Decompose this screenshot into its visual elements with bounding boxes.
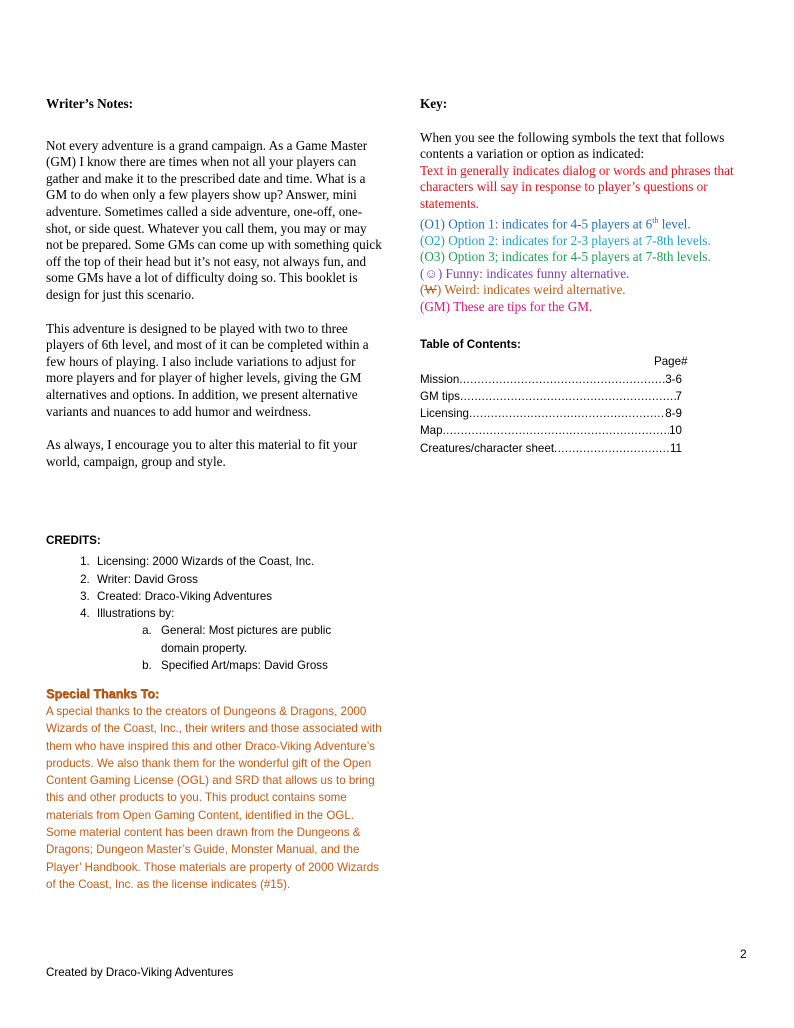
toc-entry-pages: 10 <box>669 424 682 438</box>
toc-entry[interactable] <box>420 440 682 457</box>
toc-entry-title: Map <box>420 424 443 438</box>
writers-notes-heading: Writer’s Notes: <box>46 96 134 111</box>
toc-entry-title: Mission <box>420 372 460 386</box>
writers-notes-paragraph-3: As always, I encourage you to alter this material to fit your world, campaign, group and style. <box>46 437 358 469</box>
key-dialog-text: Text in generally indicates dialog or words and phrases that characters will say in response to player’s questions or statements. <box>420 162 734 211</box>
toc-entry-title: Creatures/character sheet <box>420 441 555 455</box>
weird-symbol: W <box>424 282 437 298</box>
key-heading: Key: <box>420 96 448 111</box>
page-number: 2 <box>740 947 747 961</box>
toc-entry[interactable] <box>420 371 682 388</box>
key-funny: (☺) Funny: indicates funny alternative. <box>420 265 630 281</box>
toc-leader <box>469 405 665 422</box>
special-thanks-heading: Special Thanks To: <box>46 687 159 701</box>
key-option-1-sup: th <box>652 215 659 225</box>
table-of-contents <box>420 336 700 457</box>
credits-sub-list <box>97 622 382 674</box>
toc-entry[interactable] <box>420 422 682 439</box>
toc-entry-title: GM tips <box>420 389 460 403</box>
credits-section <box>46 532 382 674</box>
toc-entry-title: Licensing <box>420 407 469 421</box>
key-weird: (W) Weird: indicates weird alternative. <box>420 282 626 298</box>
toc-entry[interactable] <box>420 405 682 422</box>
toc-entry-pages: 7 <box>675 389 682 403</box>
footer-created-by: Created by Draco-Viking Adventures <box>46 966 234 979</box>
toc-leader <box>443 422 670 439</box>
credits-item: 1. Licensing: 2000 Wizards of the Coast, Inc. <box>93 553 382 570</box>
key-option-3: (O3) Option 3; indicates for 4-5 players at 7-8th levels. <box>420 249 711 265</box>
toc-entry-pages: 8-9 <box>665 407 682 421</box>
key-option-1-tail: level. <box>658 215 691 231</box>
key-section <box>420 96 760 316</box>
writers-notes-paragraph-1: Not every adventure is a grand campaign. As a Game Master (GM) I know there are times when not all your players can gather and make it to the prescribed date and time. What is a GM to do when only a few players show up? Answer, mini adventure. Sometimes called a side adventure, one-off, one-shot, or side quest. Whatever you call them, you may or may not be prepared. Some GMs can come up with something quick off the top of their head but it’s not easy, not always fun, and some GMs have a lot of difficulty doing so. This booklet is design for just this scenario. <box>46 137 382 302</box>
special-thanks-section <box>46 687 386 893</box>
key-option-1 <box>420 213 760 233</box>
credits-sub-item: a. General: Most pictures are public domain property. <box>155 622 371 657</box>
toc-leader <box>460 388 676 405</box>
key-option-2: (O2) Option 2: indicates for 2-3 players at 7-8th levels. <box>420 232 711 248</box>
key-gm: (GM) These are tips for the GM. <box>420 298 593 314</box>
key-weird-text: ) Weird: indicates weird alternative. <box>436 282 626 298</box>
credits-heading: CREDITS: <box>46 534 101 547</box>
credits-item <box>93 605 382 674</box>
credits-item-label: Illustrations by: <box>97 607 175 621</box>
toc-entry-pages: 3-6 <box>665 372 682 386</box>
credits-item: 3. Created: Draco-Viking Adventures <box>93 588 382 605</box>
credits-list <box>46 553 382 674</box>
toc-page-header: Page# <box>654 355 688 369</box>
key-option-1-text: (O1) Option 1: indicates for 4-5 players at 6 <box>420 215 653 231</box>
credits-item: 2. Writer: David Gross <box>93 571 382 588</box>
toc-leader <box>554 440 670 457</box>
key-intro: When you see the following symbols the text that follows contents a variation or option as indicated: <box>420 129 725 162</box>
toc-entry-pages: 11 <box>669 441 682 455</box>
special-thanks-body: A special thanks to the creators of Dungeons & Dragons, 2000 Wizards of the Coast, Inc., their writers and those associated with them who have inspired this and other Draco-Viking Adventure’s products. We also thank them for the wonderful gift of the Open Content Gaming License (OGL) and SRD that allows us to bring this and other products to you. This product contains some materials from Open Gaming Content, identified in the OGL. Some material content has been drawn from the Dungeons & Dragons; Dungeon Master’s Guide, Monster Manual, and the Player’ Handbook. Those materials are property of 2000 Wizards of the Coast, Inc. as the license indicates (#15). <box>46 705 382 891</box>
toc-entry[interactable] <box>420 388 682 405</box>
toc-leader <box>459 371 665 388</box>
left-column <box>46 96 382 470</box>
credits-sub-item: b. Specified Art/maps: David Gross <box>155 657 382 674</box>
writers-notes-paragraph-2: This adventure is designed to be played with two to three players of 6th level, and most of it can be completed within a few hours of playing. I also include variations to adjust for more players and for player of higher levels, giving the GM alternatives and options. In addition, we present alternative variants and nuances to add humor and weirdness. <box>46 320 369 419</box>
toc-heading: Table of Contents: <box>420 338 521 351</box>
